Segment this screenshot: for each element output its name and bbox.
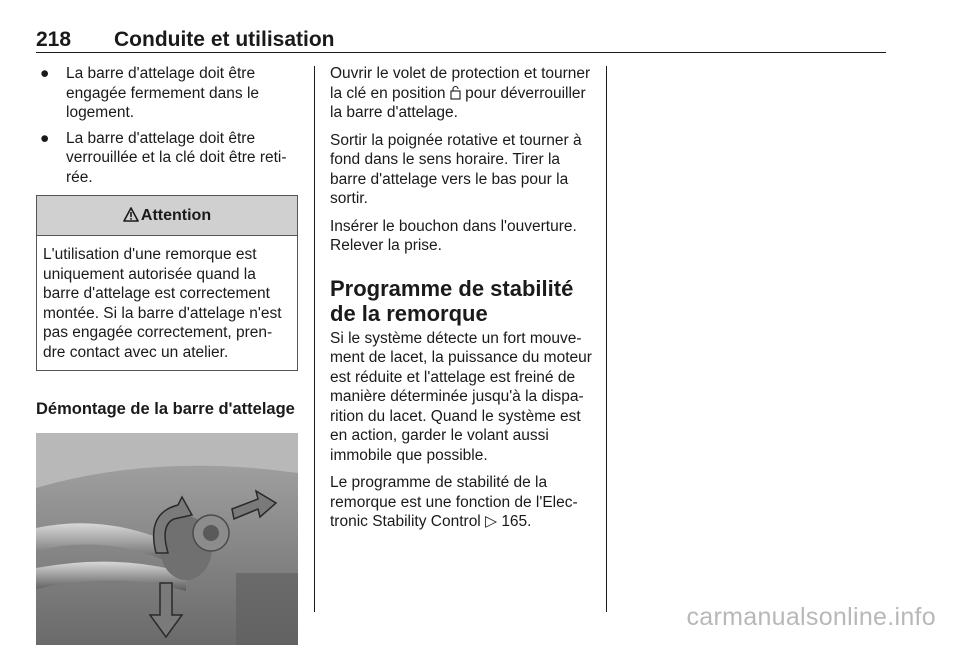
page-reference[interactable]: 165. bbox=[501, 513, 532, 530]
right-column bbox=[330, 64, 598, 540]
attention-header bbox=[37, 196, 297, 236]
paragraph-text: Ouvrir le volet de protection et tourner la clé en position bbox=[330, 65, 591, 102]
column-divider bbox=[314, 66, 315, 612]
bullet-list bbox=[36, 64, 298, 187]
paragraph bbox=[330, 64, 598, 123]
left-column bbox=[36, 64, 298, 645]
paragraph: Insérer le bouchon dans l'ouverture. Relever la prise. bbox=[330, 217, 577, 254]
list-item bbox=[36, 129, 298, 188]
bullet-icon: ● bbox=[40, 65, 50, 82]
paragraph bbox=[330, 473, 598, 532]
page-number: 218 bbox=[36, 28, 72, 51]
list-item bbox=[36, 64, 298, 123]
bullet-text: La barre d'attelage doit être engagée fermement dans le logement. bbox=[66, 65, 260, 121]
watermark: carmanualsonline.info bbox=[686, 603, 936, 631]
section-title: Programme de stabilité de la remorque bbox=[330, 275, 574, 326]
attention-box bbox=[36, 195, 298, 371]
subheading: Démontage de la barre d'attelage bbox=[36, 400, 295, 418]
column-divider bbox=[606, 66, 607, 612]
attention-body: L'utilisation d'une remorque est uniquement autorisée quand la barre d'attelage est correctement montée. Si la barre d'attelage n'est pas engagée correctement, pren-dre contact avec un atelier. bbox=[43, 246, 282, 361]
paragraph-text: pour déverrouiller la barre d'attelage. bbox=[330, 84, 586, 121]
bullet-icon: ● bbox=[40, 129, 50, 147]
page-header bbox=[36, 28, 886, 54]
header-rule bbox=[36, 52, 886, 53]
paragraph: Sortir la poignée rotative et tourner à fond dans le sens horaire. Tirer la barre d'attelage vers le bas pour la sortir. bbox=[330, 131, 582, 207]
paragraph-text: Le programme de stabilité de la remorque est une fonction de l'Elec-tronic Stability Control bbox=[330, 474, 578, 530]
attention-title: Attention bbox=[140, 207, 212, 224]
key-unlock-icon bbox=[450, 85, 461, 100]
bullet-text: La barre d'attelage doit être verrouillée et la clé doit être reti-rée. bbox=[66, 129, 287, 186]
page-ref-arrow-icon: ▷ bbox=[485, 513, 497, 530]
chapter-title: Conduite et utilisation bbox=[114, 28, 335, 51]
paragraph: Si le système détecte un fort mouve-ment de lacet, la puissance du moteur est réduite et l'attelage est freiné de manière déterminée jusqu'à la dispa-rition du lacet. Quand le système est en action, garder le volant aussi immobile que possible. bbox=[330, 329, 592, 464]
towbar-removal-illustration bbox=[36, 433, 298, 645]
warning-icon bbox=[123, 207, 139, 222]
